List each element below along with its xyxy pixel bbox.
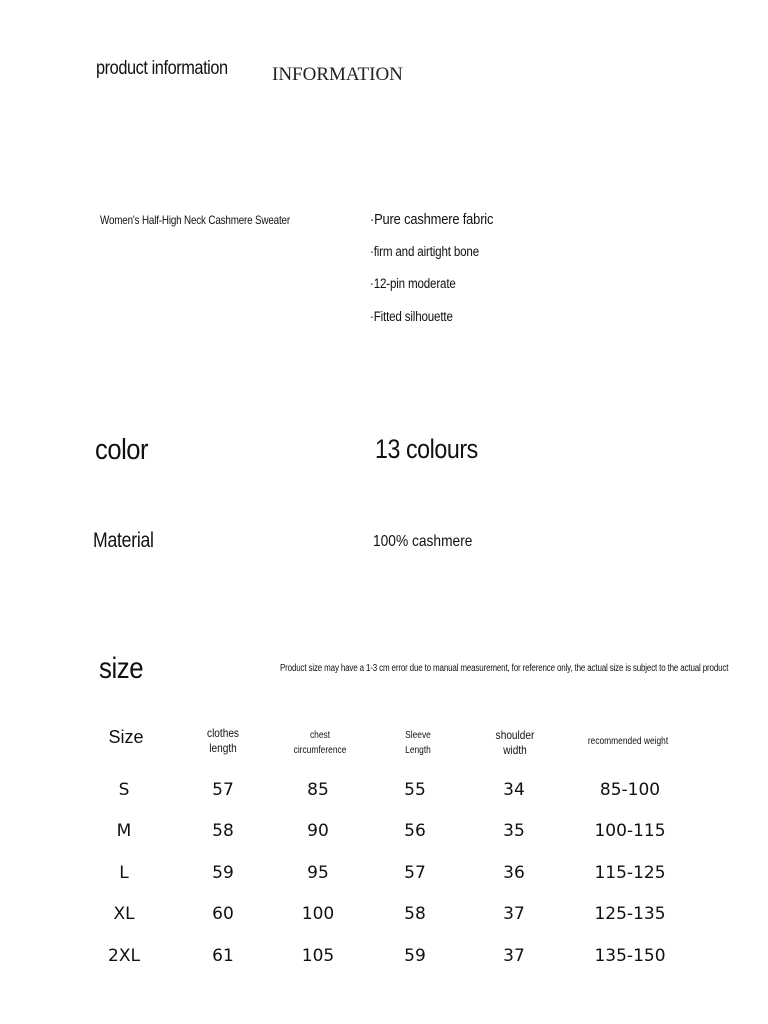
table-cell: 58	[212, 821, 234, 841]
table-cell: 125-135	[594, 904, 666, 924]
table-cell: 57	[404, 863, 426, 883]
table-cell: M	[116, 821, 132, 841]
column-header-line: chest	[309, 730, 331, 741]
feature-item: ·12-pin moderate	[370, 276, 456, 291]
column-header-line: recommended weight	[587, 736, 669, 747]
table-cell: 37	[503, 904, 525, 924]
column-header-weight	[588, 734, 668, 749]
feature-item: ·Pure cashmere fabric	[370, 211, 494, 228]
decorative-heading: INFORMATION	[272, 64, 403, 85]
size-note: Product size may have a 1-3 cm error due to manual measurement, for reference only, the actual size is subject to the actual product	[280, 663, 729, 674]
table-cell: 37	[503, 946, 525, 966]
table-cell: 56	[404, 821, 426, 841]
table-cell: 58	[404, 904, 426, 924]
color-value: 13 colours	[375, 434, 478, 464]
table-cell: 95	[307, 863, 329, 883]
table-cell: 60	[212, 904, 234, 924]
table-cell: 61	[212, 946, 234, 966]
product-name: Women's Half-High Neck Cashmere Sweater	[100, 213, 290, 227]
table-cell: 105	[301, 946, 335, 966]
color-label: color	[95, 434, 149, 466]
column-header-line: clothes	[207, 726, 239, 740]
column-header-line: Length	[405, 745, 431, 756]
size-label: size	[99, 652, 144, 685]
table-cell: 135-150	[594, 946, 666, 966]
table-cell: XL	[113, 904, 135, 924]
column-header-line: width	[503, 743, 527, 757]
table-cell: 85-100	[599, 780, 661, 800]
material-value: 100% cashmere	[373, 533, 473, 550]
table-cell: 85	[307, 780, 329, 800]
table-cell: 59	[404, 946, 426, 966]
table-cell: 36	[503, 863, 525, 883]
table-cell: 2XL	[108, 946, 140, 966]
table-cell: 55	[404, 780, 426, 800]
feature-item: ·firm and airtight bone	[370, 244, 479, 259]
column-header-line: Sleeve	[405, 730, 431, 741]
column-header-sleeve	[405, 728, 431, 758]
table-cell: 34	[503, 780, 525, 800]
table-cell: 35	[503, 821, 525, 841]
table-cell: S	[118, 780, 130, 800]
column-header-line: Size	[108, 727, 144, 747]
table-cell: L	[119, 863, 129, 883]
table-cell: 57	[212, 780, 234, 800]
table-cell: 59	[212, 863, 234, 883]
table-cell: 90	[307, 821, 329, 841]
column-header-clothes-length	[207, 726, 239, 756]
table-cell: 100-115	[594, 821, 666, 841]
column-header-line: circumference	[293, 745, 347, 756]
table-cell: 115-125	[594, 863, 666, 883]
column-header-line: shoulder	[495, 728, 535, 742]
column-header-shoulder	[496, 728, 535, 758]
column-header-chest	[294, 728, 347, 758]
table-cell: 100	[301, 904, 335, 924]
feature-item: ·Fitted silhouette	[370, 309, 453, 324]
material-label: Material	[93, 529, 154, 552]
column-header-line: length	[209, 741, 237, 755]
page-title: product information	[96, 58, 228, 79]
column-header-size	[108, 727, 144, 747]
